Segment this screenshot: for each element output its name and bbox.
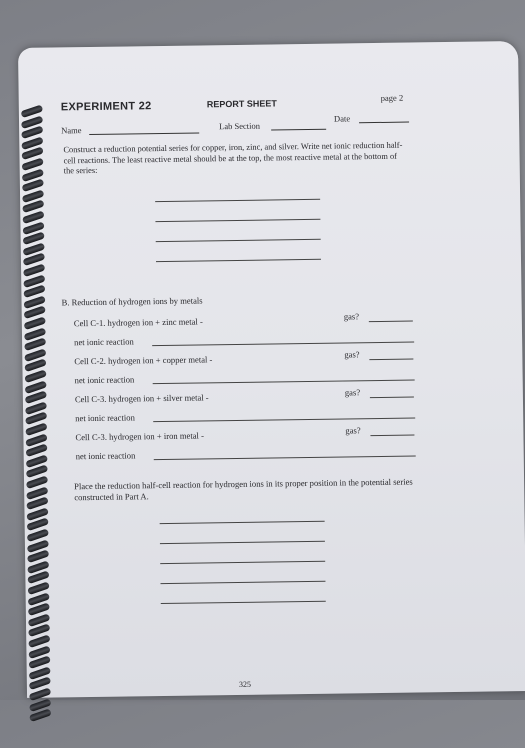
answer-line[interactable]: [160, 542, 325, 564]
part-a-answer-lines: [155, 180, 321, 262]
gas-label: gas?: [343, 311, 360, 322]
name-label: Name: [61, 125, 82, 136]
gas-label: gas?: [345, 425, 361, 436]
experiment-title: EXPERIMENT 22: [60, 100, 152, 114]
answer-line[interactable]: [155, 180, 320, 202]
date-field[interactable]: [359, 122, 409, 124]
net-ionic-field[interactable]: [152, 341, 414, 346]
place-instructions: Place the reduction half-cell reaction for hydrogen ions in its proper position in the potential series constructed in Part A.: [74, 476, 413, 502]
part-a-instructions: Construct a reduction potential series for copper, iron, zinc, and silver. Write net ionic reduction half-cell reactions. The least reactive metal should be at the top, the most reactive metal at the bottom of the series:: [63, 140, 403, 176]
answer-line[interactable]: [155, 200, 320, 222]
net-ionic-field[interactable]: [153, 417, 415, 422]
worksheet-page: [18, 41, 525, 698]
spiral-binding: [19, 108, 54, 748]
page-number: 325: [238, 679, 251, 689]
date-label: Date: [333, 113, 351, 124]
net-ionic-row: [64, 443, 424, 467]
answer-line[interactable]: [156, 240, 321, 262]
gas-label: gas?: [344, 387, 361, 398]
gas-answer-field[interactable]: [370, 397, 414, 399]
gas-answer-field[interactable]: [370, 435, 414, 437]
name-field[interactable]: [89, 132, 199, 135]
net-ionic-label: net ionic reaction: [75, 412, 135, 424]
net-ionic-label: net ionic reaction: [74, 374, 135, 386]
answer-line[interactable]: [155, 220, 320, 242]
net-ionic-field[interactable]: [153, 379, 415, 384]
lab-section-field[interactable]: [271, 129, 326, 131]
net-ionic-field[interactable]: [154, 455, 416, 460]
answer-line[interactable]: [160, 582, 325, 604]
answer-line[interactable]: [159, 502, 324, 524]
page-content: [59, 92, 459, 689]
part-b-title: B. Reduction of hydrogen ions by metals: [61, 295, 203, 308]
answer-line[interactable]: [160, 562, 325, 584]
gas-label: gas?: [344, 349, 360, 360]
page-header: [59, 92, 460, 138]
cell-label: Cell C-2. hydrogen ion + copper metal -: [74, 354, 213, 367]
place-answer-lines: [159, 502, 325, 604]
cell-label: Cell C-3. hydrogen ion + silver metal -: [74, 392, 209, 405]
gas-answer-field[interactable]: [369, 359, 413, 361]
cell-label: Cell C-3. hydrogen ion + iron metal -: [75, 430, 204, 443]
page-label: page 2: [380, 92, 404, 103]
lab-section-label: Lab Section: [219, 120, 261, 132]
cell-label: Cell C-1. hydrogen ion + zinc metal -: [73, 316, 203, 329]
part-b-section: [61, 292, 423, 467]
net-ionic-label: net ionic reaction: [74, 336, 134, 348]
gas-answer-field[interactable]: [369, 321, 413, 323]
report-sheet-title: REPORT SHEET: [206, 98, 277, 110]
info-fields: [61, 113, 441, 136]
net-ionic-label: net ionic reaction: [75, 450, 136, 462]
answer-line[interactable]: [160, 522, 325, 544]
